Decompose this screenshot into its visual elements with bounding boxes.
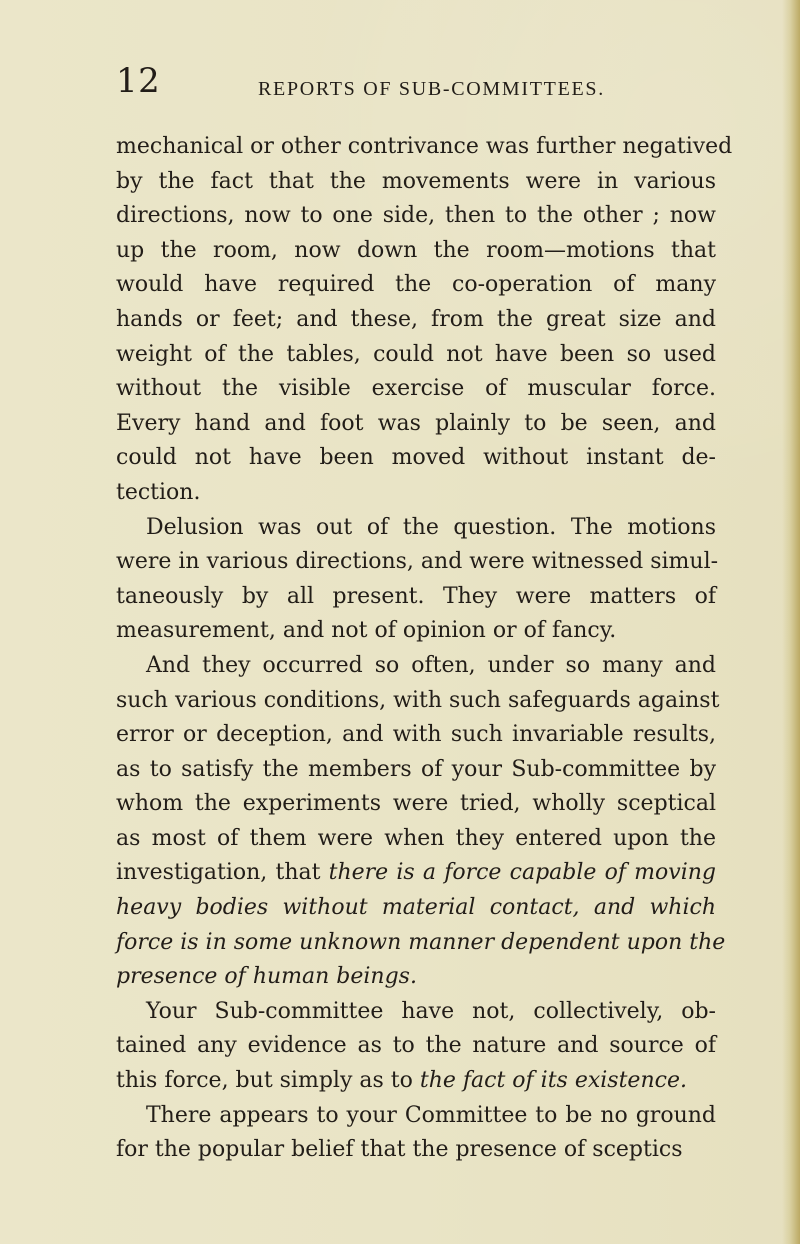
text-line: would have required the co-operation of many: [116, 272, 716, 298]
text-line: were in various directions, and were witnessed simul-: [116, 549, 719, 575]
text-line: taneously by all present. They were matters of: [116, 583, 716, 609]
text-line: as to satisfy the members of your Sub-committee by: [116, 756, 716, 782]
text-line: weight of the tables, could not have been so used: [116, 341, 716, 367]
paragraph-first-line: And they occurred so often, under so many and: [146, 652, 716, 678]
text-line: tection.: [116, 479, 201, 505]
text-line: error or deception, and with such invariable results,: [116, 722, 716, 748]
paragraph-first-line: Delusion was out of the question. The motions: [146, 514, 716, 540]
paragraph-first-line: Your Sub-committee have not, collectively, ob-: [146, 998, 716, 1024]
italic-text-line: presence of human beings.: [116, 964, 417, 990]
text-line: as most of them were when they entered upon the: [116, 825, 716, 851]
text-line: whom the experiments were tried, wholly sceptical: [116, 791, 716, 817]
page-number: 12: [116, 61, 161, 101]
text-run: this force, but simply as to: [116, 1068, 420, 1094]
text-line: for the popular belief that the presence of sceptics: [116, 1137, 683, 1163]
text-line: mechanical or other contrivance was further negatived: [116, 134, 733, 159]
text-line: measurement, and not of opinion or of fancy.: [116, 618, 617, 644]
mixed-italic-line: [116, 1064, 716, 1099]
text-line: directions, now to one side, then to the other ; now: [116, 203, 716, 229]
text-line: Every hand and foot was plainly to be seen, and: [116, 410, 716, 436]
italic-text-line: heavy bodies without material contact, and which: [116, 895, 716, 921]
paragraph-first-line: There appears to your Committee to be no ground: [146, 1102, 716, 1128]
page-edge-shadow: [782, 0, 800, 1244]
text-line: could not have been moved without instant de-: [116, 445, 716, 471]
text-line: hands or feet; and these, from the great size and: [116, 306, 716, 332]
italic-text-run: there is a force capable of moving: [328, 860, 716, 886]
text-line: tained any evidence as to the nature and source of: [116, 1033, 716, 1059]
text-line: by the fact that the movements were in various: [116, 168, 716, 194]
text-line: without the visible exercise of muscular force.: [116, 376, 716, 402]
text-line: up the room, now down the room—motions that: [116, 237, 716, 263]
text-line: such various conditions, with such safeguards against: [116, 687, 720, 713]
body-text: [116, 130, 733, 1168]
running-head: REPORTS OF SUB-COMMITTEES.: [258, 78, 605, 100]
mixed-italic-line: [116, 856, 716, 891]
italic-text-line: force is in some unknown manner dependent upon the: [116, 929, 726, 955]
italic-text-run: the fact of its existence.: [419, 1068, 687, 1094]
text-run: investigation, that: [116, 860, 329, 886]
